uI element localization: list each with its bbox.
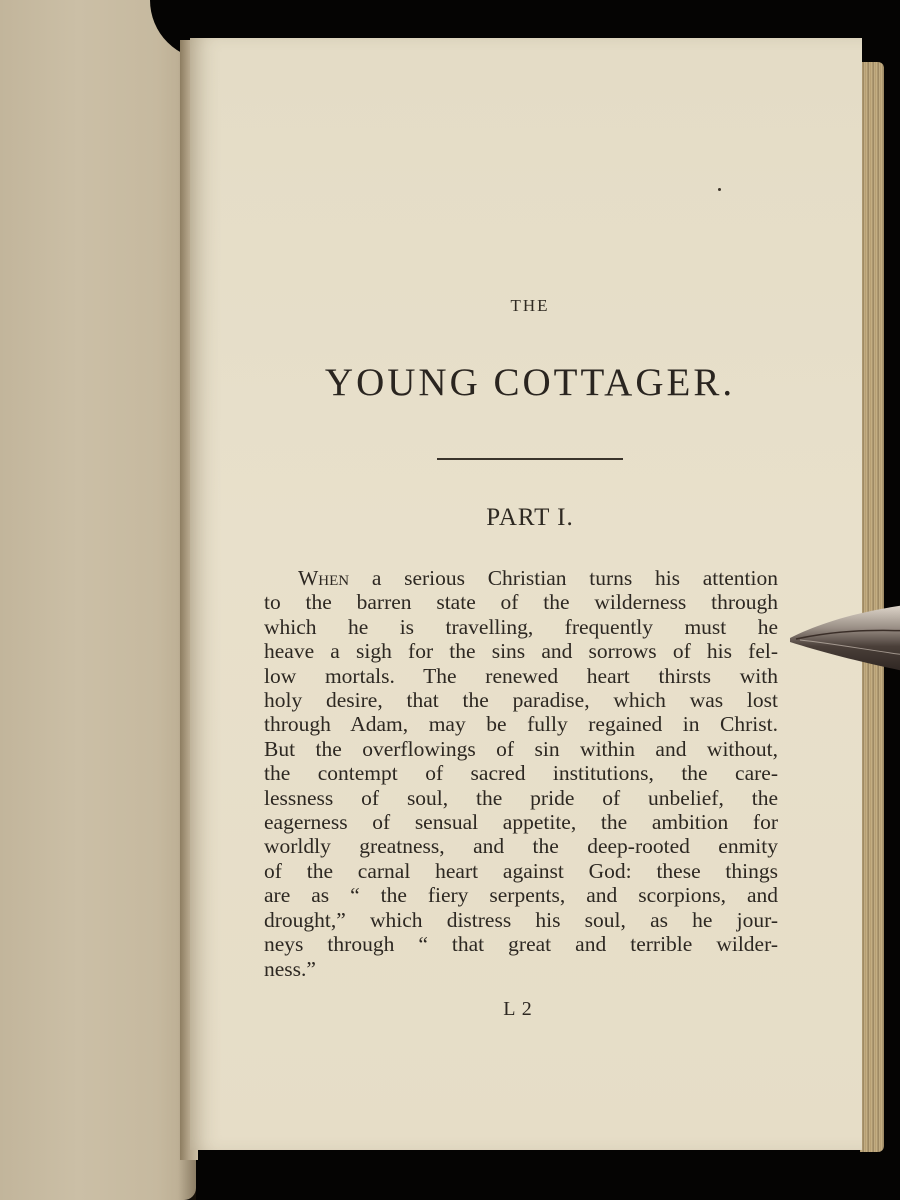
text-line: holy desire, that the paradise, which was lost (264, 688, 778, 713)
body-paragraph (264, 566, 778, 981)
text-line: low mortals. The renewed heart thirsts with (264, 663, 778, 688)
pen-nib-icon (788, 602, 900, 682)
text-line: drought,” which distress his soul, as he jour- (264, 907, 778, 932)
title-rule (437, 458, 623, 460)
text-line: the contempt of sacred institutions, the care- (264, 761, 778, 786)
text-line: eagerness of sensual appetite, the ambition for (264, 810, 778, 835)
text-line: ness.” (264, 956, 316, 981)
signature-mark: L 2 (503, 998, 533, 1020)
text-line: are as “ the fiery serpents, and scorpions, and (264, 883, 778, 908)
text-line: of the carnal heart against God: these things (264, 858, 778, 883)
text-line: through Adam, may be fully regained in Christ. (264, 712, 778, 737)
facing-left-page (0, 0, 196, 1200)
paper-speck (718, 188, 721, 191)
book-title: YOUNG COTTAGER. (324, 361, 736, 404)
text-line: When a serious Christian turns his attention (298, 566, 778, 590)
part-heading: PART I. (486, 504, 574, 531)
text-line: worldly greatness, and the deep-rooted enmity (264, 834, 778, 859)
text-line: which he is travelling, frequently must he (264, 614, 778, 639)
text-line: to the barren state of the wilderness through (264, 590, 778, 615)
text-line: lessness of soul, the pride of unbelief, the (264, 785, 778, 810)
text-line: But the overflowings of sin within and without, (264, 736, 778, 761)
text-line: heave a sigh for the sins and sorrows of his fel- (264, 639, 778, 664)
drop-word: When (298, 566, 350, 590)
running-head: THE (510, 296, 550, 315)
text-line: neys through “ that great and terrible wilder- (264, 932, 778, 957)
